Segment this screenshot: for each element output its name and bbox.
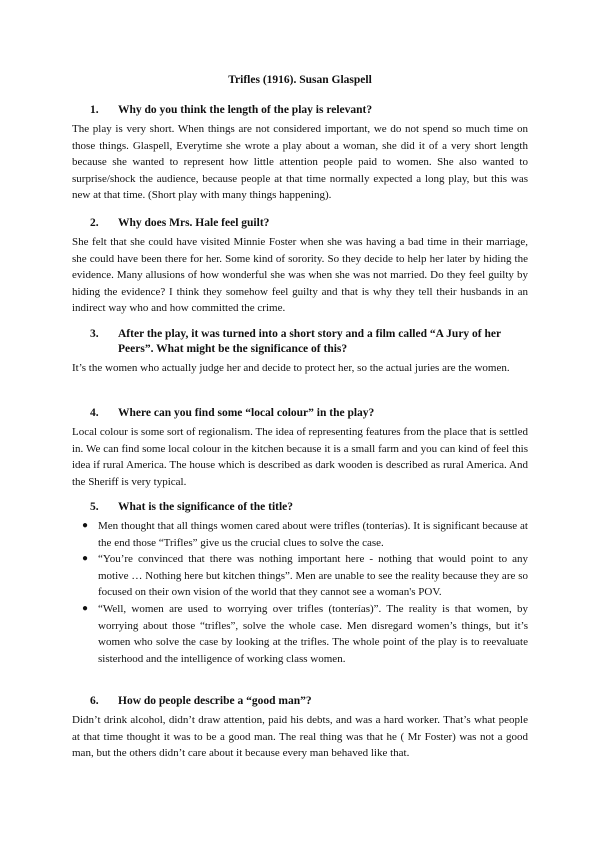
answer-paragraph: It’s the women who actually judge her and decide to protect her, so the actual juries are the women. xyxy=(72,362,510,374)
bullet-icon: ● xyxy=(82,602,89,614)
answer-paragraph: She felt that she could have visited Minnie Foster when she was having a bad time in their marriage, she could have been there for her. Some kind of sorority. So they decide to help her later by hiding the evidence. Many allusions of how wonderful she was when she was not married. Do they feel guilty by hiding the evidence? I think they somehow feel guilty and that is why they tell their husbands in an indirect way who and how committed the crime. xyxy=(72,236,528,315)
answer-paragraph: The play is very short. When things are not considered important, we do not spend so much time on those things. Glaspell, Everytime she wrote a play about a woman, she did it of a very short length because she wanted to represent how little attention people paid to women. She also wanted to surprise/shock the audience, because people at that time normally expected a long play, but this was new at that time. (Short play with many things happening). xyxy=(72,123,528,202)
question-heading xyxy=(72,500,528,515)
question-text: Why does Mrs. Hale feel guilt? xyxy=(118,217,270,229)
bullet-item xyxy=(72,601,528,667)
question-number: 3. xyxy=(90,328,99,340)
question-number: 6. xyxy=(90,695,99,707)
answer-paragraph: Didn’t drink alcohol, didn’t draw attention, paid his debts, and was a hard worker. That’s what people at that time thought it was to be a good man. The real thing was that he ( Mr Foster) was not a good man, but the others didn’t care about it because every man behaved like that. xyxy=(72,714,528,760)
question-heading xyxy=(72,694,528,709)
section-6 xyxy=(72,694,528,762)
section-1 xyxy=(72,103,528,204)
question-text: Why do you think the length of the play is relevant? xyxy=(118,104,373,116)
question-text: Where can you find some “local colour” in the play? xyxy=(118,407,375,419)
bullet-item xyxy=(72,518,528,551)
bullet-icon: ● xyxy=(82,553,89,565)
section-4 xyxy=(72,406,528,490)
question-number: 4. xyxy=(90,407,99,419)
section-5 xyxy=(72,500,528,667)
question-number: 5. xyxy=(90,501,99,513)
question-heading xyxy=(72,103,528,118)
bullet-text: “You’re convinced that there was nothing important here - nothing that would point to any motive … Nothing here but kitchen things”. Men are unable to see the reality because they are so focused on their own vision of the world that they cannot see a woman's POV. xyxy=(98,553,528,599)
question-text: After the play, it was turned into a short story and a film called “A Jury of her Peers”. What might be the significance of this? xyxy=(118,328,501,355)
bullet-item xyxy=(72,551,528,601)
bullet-icon: ● xyxy=(82,520,89,531)
bullet-text: Men thought that all things women cared about were trifles (tonterías). It is significant because at the end those “Trifles” give us the crucial clues to solve the case. xyxy=(98,520,528,549)
question-heading xyxy=(72,327,528,357)
section-2 xyxy=(72,216,528,317)
question-number: 1. xyxy=(90,104,99,116)
bullet-text: “Well, women are used to worrying over trifles (tonterías)”. The reality is that women, by worrying about those “trifles”, solve the whole case. Men disregard women’s things, but it’s women who solve the case by looking at the trifles. The whole point of the play is to reevaluate sisterhood and the intelligence of working class women. xyxy=(98,602,528,665)
question-heading xyxy=(72,216,528,231)
question-number: 2. xyxy=(90,217,99,229)
document-title: Trifles (1916). Susan Glaspell xyxy=(228,74,372,86)
answer-paragraph: Local colour is some sort of regionalism. The idea of representing features from the place that is settled in. We can find some local colour in the kitchen because it is a small farm and you can kind of feel this idea if rural America. The house which is described as dark wooden is described as rural America. And the Sheriff is very typical. xyxy=(72,426,528,488)
question-text: What is the significance of the title? xyxy=(118,501,294,513)
bullet-list xyxy=(72,518,528,667)
question-text: How do people describe a “good man”? xyxy=(118,695,312,707)
question-heading xyxy=(72,406,528,421)
section-3 xyxy=(72,327,528,377)
